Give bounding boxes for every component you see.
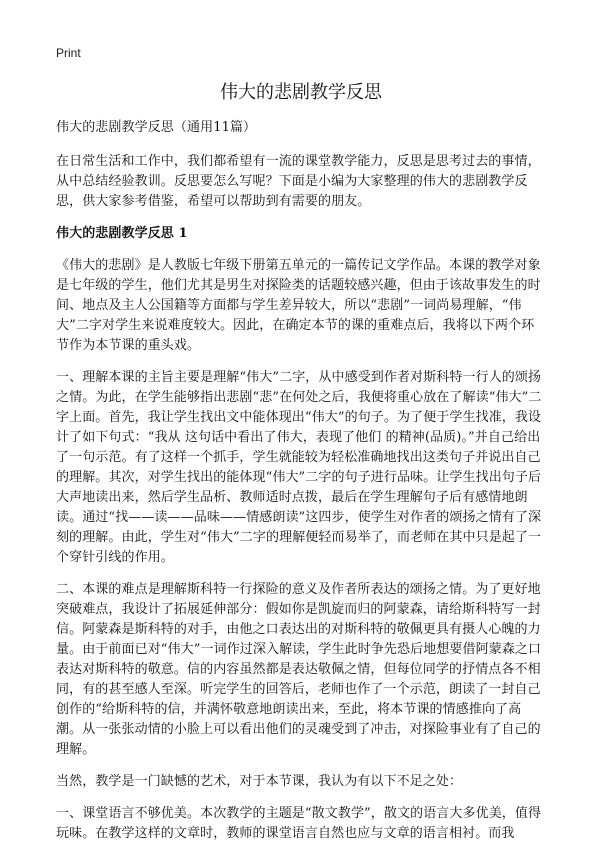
body-paragraph: 二、本课的难点是理解斯科特一行探险的意义及作者所表达的颂扬之情。为了更好地突破难点，我设计了拓展延伸部分：假如你是凯旋而归的阿蒙森，请给斯科特写一封信。阿蒙森是斯科特的对手，由他之口表达出的对斯科特的敬佩更具有摄人心魄的力量。由于前面已对“伟大”一词作过深入解读，学生此时争先恐后地想要借阿蒙森之口表达对斯科特的敬意。信的内容虽然都是表达敬佩之情，但每位同学的抒情点各不相同，有的甚至感人至深。听完学生的回答后，老师也作了一个示范，朗读了一封自己创作的“给斯科特的信，并满怀敬意地朗读出来，至此，将本节课的情感推向了高潮。从一张张动情的小脸上可以看出他们的灵魂受到了冲击，对探险事业有了自己的理解。	[56, 582, 542, 757]
body-paragraph: 一、理解本课的主旨主要是理解“伟大”二字，从中感受到作者对斯科特一行人的颂扬之情。为此，在学生能够指出悲剧“悲”在何处之后，我便将重心放在了解读“伟大”二字上面。首先，我让学生找出文中能体现出“伟大”的句子。为了便于学生找准，我设计了如下句式：“我从 这句话中看出了伟大，表现了他们 的精神(品质)。”并自己给出了一句示范。有了这样一个抓手，学生就能较为轻松准确地找出这类句子并说出自己的理解。其次，对学生找出的能体现“伟大”二字的句子进行品味。让学生找出句子后大声地读出来，然后学生品析、教师适时点拨，最后在学生理解句子后有感情地朗读。通过“找——读——品味——情感朗读”这四步，使学生对作者的颂扬之情有了深刻的理解。由此，学生对“伟大”二字的理解便轻而易举了，而老师在其中只是起了一个穿针引线的作用。	[56, 370, 542, 565]
document-body	[56, 78, 546, 856]
print-link[interactable]: Print	[56, 46, 81, 60]
document-subtitle: 伟大的悲剧教学反思（通用11篇）	[56, 120, 257, 135]
page-title: 伟大的悲剧教学反思	[220, 82, 382, 103]
body-paragraph: 一、课堂语言不够优美。本次教学的主题是“散文教学”，散文的语言大多优美，值得玩味。在教学这样的文章时，教师的课堂语言自然也应与文章的语言相衬。而我	[56, 806, 542, 841]
body-paragraph: 《伟大的悲剧》是人教版七年级下册第五单元的一篇传记文学作品。本课的教学对象是七年级的学生，他们尤其是男生对探险类的话题较感兴趣，但由于该故事发生的时间、地点及主人公国籍等方面都与学生差异较大，所以“悲剧”一词尚易理解，“伟大”二字对学生来说难度较大。因此，在确定本节的课的重难点后，我将以下两个环节作为本节课的重头戏。	[56, 258, 541, 353]
section-heading: 伟大的悲剧教学反思 1	[56, 226, 188, 241]
body-paragraph: 当然，教学是一门缺憾的艺术，对于本节课，我认为有以下不足之处：	[56, 774, 463, 789]
intro-paragraph: 在日常生活和工作中，我们都希望有一流的课堂教学能力，反思是思考过去的事情，从中总结经验教训。反思要怎么写呢？下面是小编为大家整理的伟大的悲剧教学反思，供大家参考借鉴，希望可以帮助到有需要的朋友。	[56, 154, 541, 209]
